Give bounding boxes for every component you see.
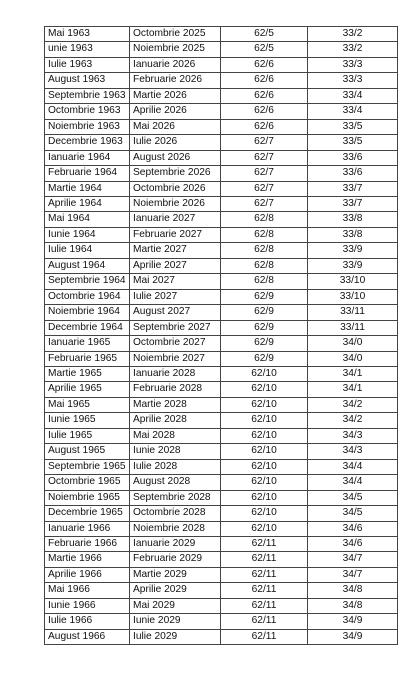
retirement-month-cell: Februarie 2026: [130, 73, 221, 88]
contribution-cell: 33/8: [308, 212, 398, 227]
birth-month-cell: Iulie 1963: [45, 57, 130, 72]
retirement-month-cell: Mai 2028: [130, 428, 221, 443]
table-row: [45, 104, 398, 119]
table-row: [45, 444, 398, 459]
table-row: [45, 413, 398, 428]
contribution-cell: 33/5: [308, 135, 398, 150]
birth-month-cell: Ianuarie 1965: [45, 336, 130, 351]
table-row: [45, 506, 398, 521]
retirement-month-cell: Ianuarie 2026: [130, 57, 221, 72]
age-cell: 62/9: [221, 336, 308, 351]
table-row: [45, 428, 398, 443]
birth-month-cell: Iulie 1965: [45, 428, 130, 443]
age-cell: 62/6: [221, 73, 308, 88]
age-cell: 62/9: [221, 289, 308, 304]
contribution-cell: 33/10: [308, 274, 398, 289]
retirement-month-cell: Noiembrie 2028: [130, 521, 221, 536]
table-row: [45, 536, 398, 551]
birth-month-cell: Februarie 1964: [45, 166, 130, 181]
age-cell: 62/10: [221, 521, 308, 536]
birth-month-cell: Martie 1966: [45, 552, 130, 567]
retirement-month-cell: Februarie 2027: [130, 227, 221, 242]
age-cell: 62/11: [221, 614, 308, 629]
table-row: [45, 567, 398, 582]
contribution-cell: 34/1: [308, 366, 398, 381]
contribution-cell: 34/3: [308, 444, 398, 459]
table-row: [45, 382, 398, 397]
retirement-month-cell: Octombrie 2028: [130, 506, 221, 521]
table-row: [45, 583, 398, 598]
age-cell: 62/6: [221, 104, 308, 119]
age-cell: 62/9: [221, 351, 308, 366]
retirement-month-cell: Septembrie 2028: [130, 490, 221, 505]
birth-month-cell: Aprilie 1966: [45, 567, 130, 582]
contribution-cell: 33/11: [308, 320, 398, 335]
table-row: [45, 320, 398, 335]
age-cell: 62/5: [221, 27, 308, 42]
age-cell: 62/11: [221, 567, 308, 582]
birth-month-cell: Noiembrie 1963: [45, 119, 130, 134]
contribution-cell: 33/11: [308, 305, 398, 320]
table-row: [45, 521, 398, 536]
table-row: [45, 397, 398, 412]
contribution-cell: 34/0: [308, 336, 398, 351]
retirement-month-cell: Mai 2026: [130, 119, 221, 134]
age-cell: 62/10: [221, 382, 308, 397]
retirement-month-cell: August 2026: [130, 150, 221, 165]
birth-month-cell: August 1966: [45, 629, 130, 644]
contribution-cell: 34/9: [308, 629, 398, 644]
table-row: [45, 490, 398, 505]
retirement-month-cell: Iunie 2028: [130, 444, 221, 459]
retirement-month-cell: Ianuarie 2027: [130, 212, 221, 227]
birth-month-cell: Mai 1965: [45, 397, 130, 412]
age-cell: 62/8: [221, 258, 308, 273]
retirement-month-cell: Noiembrie 2026: [130, 196, 221, 211]
table-row: [45, 305, 398, 320]
contribution-cell: 34/6: [308, 521, 398, 536]
retirement-month-cell: Martie 2026: [130, 88, 221, 103]
table-row: [45, 42, 398, 57]
retirement-month-cell: Ianuarie 2028: [130, 366, 221, 381]
birth-month-cell: Octombrie 1964: [45, 289, 130, 304]
contribution-cell: 34/7: [308, 552, 398, 567]
retirement-age-table-container: [44, 26, 398, 645]
age-cell: 62/11: [221, 583, 308, 598]
contribution-cell: 34/5: [308, 490, 398, 505]
age-cell: 62/7: [221, 150, 308, 165]
age-cell: 62/8: [221, 274, 308, 289]
table-row: [45, 243, 398, 258]
age-cell: 62/11: [221, 552, 308, 567]
retirement-month-cell: Septembrie 2027: [130, 320, 221, 335]
retirement-month-cell: Februarie 2028: [130, 382, 221, 397]
retirement-month-cell: Ianuarie 2029: [130, 536, 221, 551]
retirement-month-cell: Octombrie 2026: [130, 181, 221, 196]
age-cell: 62/10: [221, 459, 308, 474]
table-row: [45, 598, 398, 613]
table-row: [45, 258, 398, 273]
birth-month-cell: Mai 1963: [45, 27, 130, 42]
contribution-cell: 34/6: [308, 536, 398, 551]
birth-month-cell: Iulie 1966: [45, 614, 130, 629]
birth-month-cell: August 1963: [45, 73, 130, 88]
contribution-cell: 34/4: [308, 475, 398, 490]
retirement-month-cell: Octombrie 2027: [130, 336, 221, 351]
contribution-cell: 34/3: [308, 428, 398, 443]
table-row: [45, 475, 398, 490]
age-cell: 62/6: [221, 88, 308, 103]
contribution-cell: 33/7: [308, 181, 398, 196]
birth-month-cell: Septembrie 1965: [45, 459, 130, 474]
age-cell: 62/6: [221, 57, 308, 72]
birth-month-cell: August 1964: [45, 258, 130, 273]
retirement-month-cell: Aprilie 2029: [130, 583, 221, 598]
birth-month-cell: Iunie 1966: [45, 598, 130, 613]
contribution-cell: 34/9: [308, 614, 398, 629]
table-row: [45, 459, 398, 474]
contribution-cell: 34/2: [308, 413, 398, 428]
retirement-month-cell: Mai 2027: [130, 274, 221, 289]
retirement-month-cell: Aprilie 2026: [130, 104, 221, 119]
birth-month-cell: Decembrie 1963: [45, 135, 130, 150]
age-cell: 62/10: [221, 475, 308, 490]
contribution-cell: 33/4: [308, 88, 398, 103]
contribution-cell: 34/8: [308, 598, 398, 613]
birth-month-cell: August 1965: [45, 444, 130, 459]
age-cell: 62/6: [221, 119, 308, 134]
birth-month-cell: Iulie 1964: [45, 243, 130, 258]
table-row: [45, 274, 398, 289]
contribution-cell: 33/10: [308, 289, 398, 304]
birth-month-cell: Aprilie 1965: [45, 382, 130, 397]
table-row: [45, 57, 398, 72]
contribution-cell: 33/2: [308, 27, 398, 42]
contribution-cell: 33/4: [308, 104, 398, 119]
birth-month-cell: Mai 1964: [45, 212, 130, 227]
contribution-cell: 33/5: [308, 119, 398, 134]
age-cell: 62/7: [221, 135, 308, 150]
age-cell: 62/9: [221, 320, 308, 335]
table-row: [45, 366, 398, 381]
age-cell: 62/11: [221, 536, 308, 551]
contribution-cell: 34/4: [308, 459, 398, 474]
age-cell: 62/7: [221, 166, 308, 181]
birth-month-cell: Iunie 1964: [45, 227, 130, 242]
retirement-month-cell: Noiembrie 2027: [130, 351, 221, 366]
table-row: [45, 614, 398, 629]
retirement-month-cell: August 2027: [130, 305, 221, 320]
age-cell: 62/11: [221, 629, 308, 644]
contribution-cell: 33/3: [308, 57, 398, 72]
contribution-cell: 33/8: [308, 227, 398, 242]
age-cell: 62/10: [221, 506, 308, 521]
contribution-cell: 33/6: [308, 166, 398, 181]
table-body: [45, 27, 398, 645]
birth-month-cell: Noiembrie 1964: [45, 305, 130, 320]
birth-month-cell: unie 1963: [45, 42, 130, 57]
birth-month-cell: Septembrie 1963: [45, 88, 130, 103]
age-cell: 62/10: [221, 366, 308, 381]
birth-month-cell: Ianuarie 1964: [45, 150, 130, 165]
contribution-cell: 33/2: [308, 42, 398, 57]
age-cell: 62/7: [221, 196, 308, 211]
contribution-cell: 34/5: [308, 506, 398, 521]
retirement-month-cell: Iunie 2029: [130, 614, 221, 629]
table-row: [45, 119, 398, 134]
age-cell: 62/7: [221, 181, 308, 196]
contribution-cell: 33/9: [308, 258, 398, 273]
retirement-month-cell: Iulie 2029: [130, 629, 221, 644]
age-cell: 62/5: [221, 42, 308, 57]
birth-month-cell: Mai 1966: [45, 583, 130, 598]
birth-month-cell: Martie 1965: [45, 366, 130, 381]
table-row: [45, 150, 398, 165]
table-row: [45, 212, 398, 227]
retirement-month-cell: Aprilie 2028: [130, 413, 221, 428]
birth-month-cell: Februarie 1966: [45, 536, 130, 551]
table-row: [45, 552, 398, 567]
table-row: [45, 135, 398, 150]
table-row: [45, 88, 398, 103]
contribution-cell: 34/1: [308, 382, 398, 397]
age-cell: 62/10: [221, 444, 308, 459]
birth-month-cell: Martie 1964: [45, 181, 130, 196]
contribution-cell: 34/8: [308, 583, 398, 598]
retirement-month-cell: Februarie 2029: [130, 552, 221, 567]
age-cell: 62/9: [221, 305, 308, 320]
age-cell: 62/8: [221, 212, 308, 227]
contribution-cell: 34/2: [308, 397, 398, 412]
birth-month-cell: Aprilie 1964: [45, 196, 130, 211]
retirement-month-cell: Martie 2029: [130, 567, 221, 582]
retirement-month-cell: Noiembrie 2025: [130, 42, 221, 57]
retirement-month-cell: Martie 2028: [130, 397, 221, 412]
retirement-age-table: [44, 26, 398, 645]
retirement-month-cell: Septembrie 2026: [130, 166, 221, 181]
retirement-month-cell: Iulie 2026: [130, 135, 221, 150]
contribution-cell: 33/3: [308, 73, 398, 88]
contribution-cell: 33/9: [308, 243, 398, 258]
retirement-month-cell: Iulie 2028: [130, 459, 221, 474]
birth-month-cell: Octombrie 1963: [45, 104, 130, 119]
age-cell: 62/10: [221, 413, 308, 428]
table-row: [45, 196, 398, 211]
birth-month-cell: Octombrie 1965: [45, 475, 130, 490]
birth-month-cell: Ianuarie 1966: [45, 521, 130, 536]
birth-month-cell: Septembrie 1964: [45, 274, 130, 289]
retirement-month-cell: Mai 2029: [130, 598, 221, 613]
birth-month-cell: Februarie 1965: [45, 351, 130, 366]
age-cell: 62/10: [221, 428, 308, 443]
table-row: [45, 227, 398, 242]
table-row: [45, 351, 398, 366]
retirement-month-cell: Iulie 2027: [130, 289, 221, 304]
age-cell: 62/8: [221, 243, 308, 258]
age-cell: 62/10: [221, 490, 308, 505]
table-row: [45, 166, 398, 181]
contribution-cell: 33/7: [308, 196, 398, 211]
retirement-month-cell: Octombrie 2025: [130, 27, 221, 42]
retirement-month-cell: Martie 2027: [130, 243, 221, 258]
age-cell: 62/11: [221, 598, 308, 613]
table-row: [45, 336, 398, 351]
retirement-month-cell: August 2028: [130, 475, 221, 490]
birth-month-cell: Decembrie 1965: [45, 506, 130, 521]
table-row: [45, 181, 398, 196]
birth-month-cell: Iunie 1965: [45, 413, 130, 428]
retirement-month-cell: Aprilie 2027: [130, 258, 221, 273]
table-row: [45, 629, 398, 644]
birth-month-cell: Decembrie 1964: [45, 320, 130, 335]
age-cell: 62/10: [221, 397, 308, 412]
table-row: [45, 73, 398, 88]
table-row: [45, 289, 398, 304]
birth-month-cell: Noiembrie 1965: [45, 490, 130, 505]
age-cell: 62/8: [221, 227, 308, 242]
contribution-cell: 34/7: [308, 567, 398, 582]
contribution-cell: 34/0: [308, 351, 398, 366]
contribution-cell: 33/6: [308, 150, 398, 165]
table-row: [45, 27, 398, 42]
